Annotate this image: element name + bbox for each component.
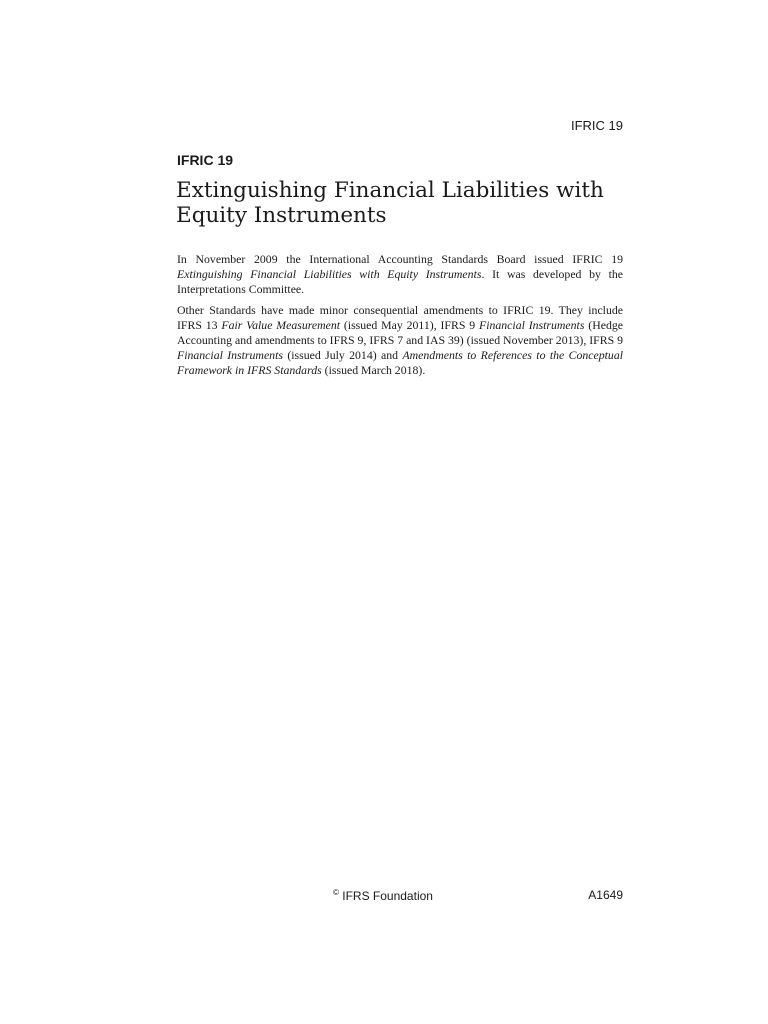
text-run: . It was developed by the Interpretations Committee. <box>177 266 624 296</box>
introduction-body <box>177 252 623 384</box>
title-line-2: Equity Instruments <box>176 203 387 228</box>
copyright-text: IFRS Foundation <box>338 889 433 903</box>
italic-title: Financial Instruments <box>479 318 585 333</box>
text-run: (issued May 2011), IFRS 9 <box>340 318 479 333</box>
document-label: IFRIC 19 <box>177 152 234 168</box>
paragraph-issuance <box>177 252 623 296</box>
copyright-symbol: © <box>333 888 339 897</box>
text-run: In November 2009 the International Accounting Standards Board issued IFRIC 19 <box>177 252 623 266</box>
text-run: (Hedge Accounting and amendments to IFRS 9, IFRS 7 and IAS 39) (issued November 2013), IFRS 9 <box>177 318 623 347</box>
italic-title: Fair Value Measurement <box>221 318 341 333</box>
text-run: Other Standards have made minor consequential amendments to IFRIC 19. They include IFRS 13 <box>177 303 623 333</box>
footer-copyright <box>333 888 433 903</box>
italic-title: Financial Instruments <box>177 347 283 362</box>
running-header: IFRIC 19 <box>570 118 623 133</box>
title-line-1: Extinguishing Financial Liabilities with <box>176 178 604 203</box>
document-title <box>176 178 636 228</box>
page-number: A1649 <box>588 888 623 902</box>
text-run: (issued March 2018). <box>321 362 426 377</box>
paragraph-amendments <box>177 303 623 377</box>
text-run: (issued July 2014) and <box>282 347 403 362</box>
italic-title: Amendments to References to the Conceptual Framework in IFRS Standards <box>177 347 624 377</box>
italic-title: Extinguishing Financial Liabilities with Equity Instruments <box>177 266 482 281</box>
